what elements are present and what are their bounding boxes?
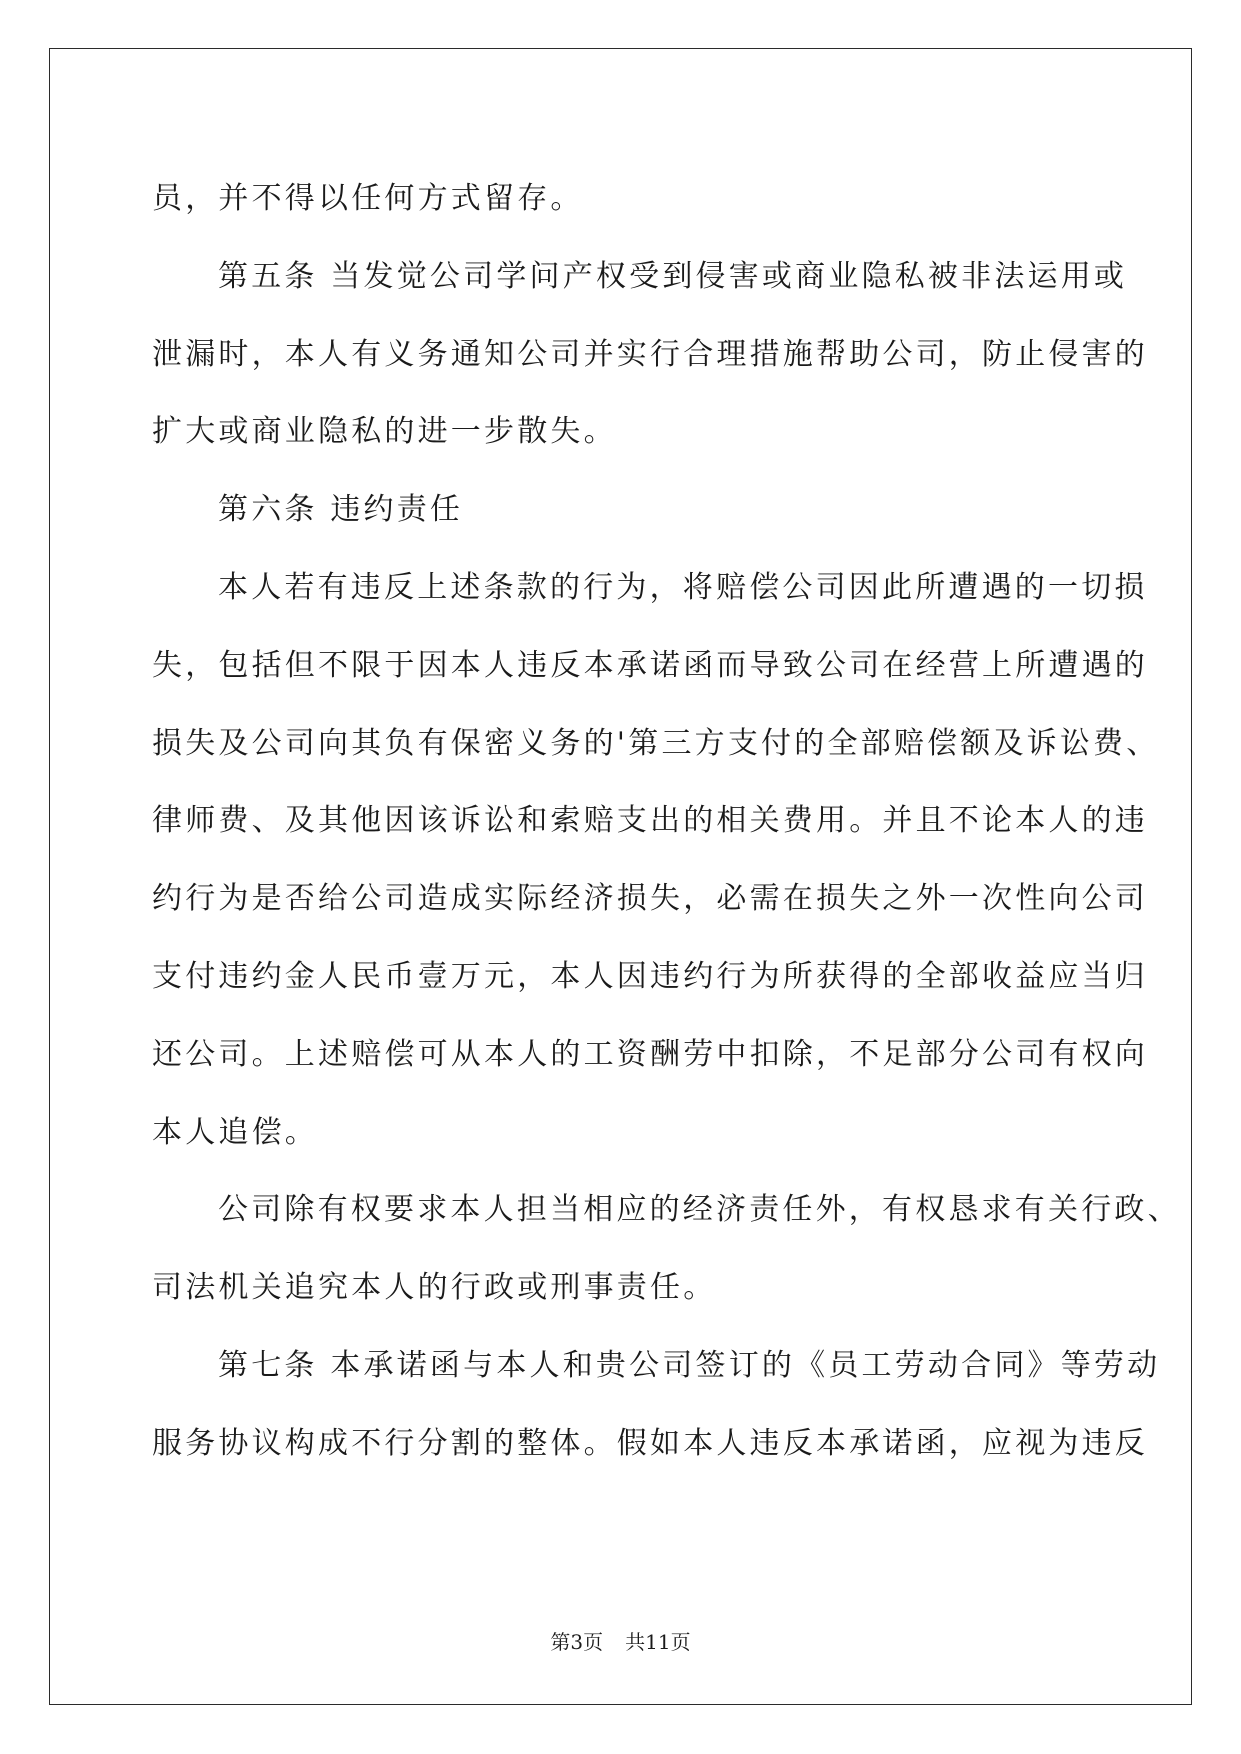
- text-line: 第六条 违约责任: [218, 492, 464, 528]
- text-line: 第五条 当发觉公司学问产权受到侵害或商业隐私被非法运用或: [218, 258, 1128, 294]
- text-line: 还公司。上述赔偿可从本人的工资酬劳中扣除，不足部分公司有权向: [152, 1036, 1148, 1072]
- page-footer: [0, 1626, 1241, 1655]
- document-body: [152, 160, 1181, 1483]
- text-line: 扩大或商业隐私的进一步散失。: [152, 414, 617, 450]
- text-line: 律师费、及其他因该诉讼和索赔支出的相关费用。并且不论本人的违: [152, 803, 1148, 839]
- text-line: 司法机关追究本人的行政或刑事责任。: [152, 1270, 717, 1306]
- text-line: 损失及公司向其负有保密义务的'第三方支付的全部赔偿额及诉讼费、: [152, 725, 1160, 761]
- text-line: 泄漏时，本人有义务通知公司并实行合理措施帮助公司，防止侵害的: [152, 336, 1148, 372]
- text-line: 员，并不得以任何方式留存。: [152, 181, 584, 216]
- text-line: 服务协议构成不行分割的整体。假如本人违反本承诺函，应视为违反: [152, 1425, 1148, 1461]
- text-line: 本人追偿。: [152, 1114, 318, 1150]
- text-line: 本人若有违反上述条款的行为，将赔偿公司因此所遭遇的一切损: [218, 569, 1148, 605]
- text-line: 支付违约金人民币壹万元，本人因违约行为所获得的全部收益应当归: [152, 958, 1148, 994]
- page-number: 第3页: [550, 1630, 604, 1654]
- text-line: 约行为是否给公司造成实际经济损失，必需在损失之外一次性向公司: [152, 881, 1148, 917]
- text-line: 第七条 本承诺函与本人和贵公司签订的《员工劳动合同》等劳动: [218, 1347, 1161, 1383]
- text-line: 失，包括但不限于因本人违反本承诺函而导致公司在经营上所遭遇的: [152, 647, 1148, 683]
- text-line: 公司除有权要求本人担当相应的经济责任外，有权恳求有关行政、: [218, 1192, 1181, 1228]
- page-total: 共11页: [625, 1630, 691, 1654]
